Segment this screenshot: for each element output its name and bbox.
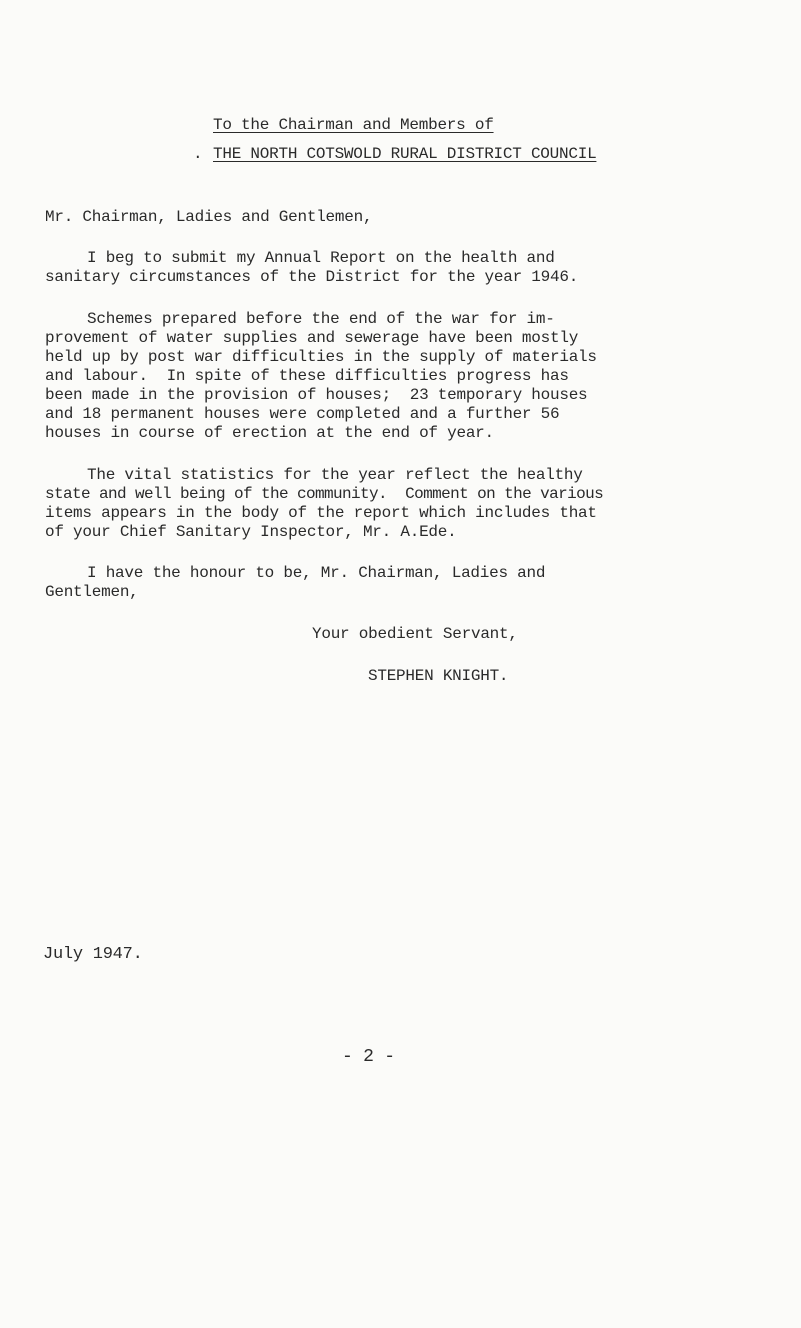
paragraph-line: and 18 permanent houses were completed and a further 56: [45, 405, 560, 423]
paragraph-line: The vital statistics for the year reflect the healthy: [87, 466, 583, 484]
report-date: July 1947.: [43, 945, 143, 964]
paragraph-line: state and well being of the community. Comment on the various: [45, 485, 604, 503]
paragraph-line: items appears in the body of the report which includes that: [45, 504, 597, 522]
address-bullet: .: [193, 145, 203, 163]
paragraph-line: been made in the provision of houses; 23 temporary houses: [45, 386, 588, 404]
paragraph-line: houses in course of erection at the end of year.: [45, 424, 494, 442]
closing-servant: Your obedient Servant,: [312, 625, 518, 643]
address-line-1: To the Chairman and Members of: [213, 116, 494, 134]
paragraph-line: and labour. In spite of these difficulties progress has: [45, 367, 569, 385]
paragraph-line: held up by post war difficulties in the supply of materials: [45, 348, 597, 366]
paragraph-line: of your Chief Sanitary Inspector, Mr. A.Ede.: [45, 523, 457, 541]
page-number: - 2 -: [342, 1047, 395, 1067]
council-name: THE NORTH COTSWOLD RURAL DISTRICT COUNCIL: [213, 145, 597, 163]
paragraph-line: Schemes prepared before the end of the war for im-: [87, 310, 555, 328]
paragraph-line: provement of water supplies and sewerage have been mostly: [45, 329, 579, 347]
paragraph-line: sanitary circumstances of the District for the year 1946.: [45, 268, 579, 286]
closing-line-1: I have the honour to be, Mr. Chairman, Ladies and: [87, 564, 546, 582]
closing-line-2: Gentlemen,: [45, 583, 139, 601]
paragraph-line: I beg to submit my Annual Report on the health and: [87, 249, 555, 267]
signature: STEPHEN KNIGHT.: [368, 667, 509, 685]
salutation: Mr. Chairman, Ladies and Gentlemen,: [45, 208, 373, 226]
